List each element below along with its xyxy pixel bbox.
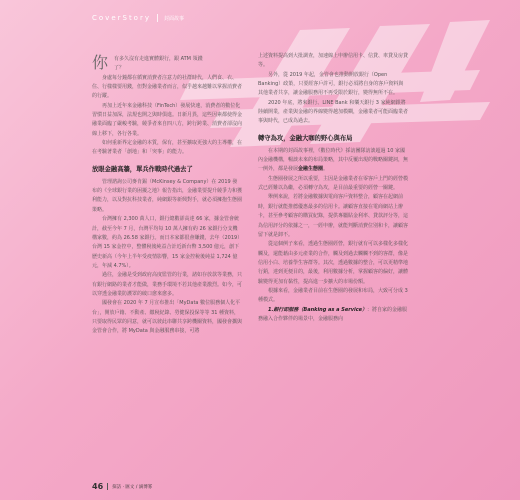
paragraph: 2020 年底，將來銀行、LINE Bank 和樂天銀行 3 家純網銀將陸續開業，產業與金融的界線變得越加模糊，金融業者可能面臨業者事與時代，已成為過去。: [258, 99, 409, 125]
section-heading: 轉守為攻，金融大咖的野心與布局: [258, 134, 353, 142]
intro-line-2: 了？: [114, 65, 125, 72]
paragraph: 再加上近年來金融科技（FinTech）發展快速，消費者的數位化習慣日益加深，法規也開之與時俱進。日新月異，這些因素都使得金融業面臨了嚴峻考驗，競爭者來自四八方，跨行跨業、消費者卻沒向線上移下，各行各業。: [92, 102, 243, 137]
page-footer: [92, 482, 152, 491]
magazine-name: 探訪 · 匯文 / 滴博寡: [112, 484, 153, 490]
paragraph: 另外，從 2019 年起，金管會也推動開放銀行（Open Banking）政策，只要經客戶許可，銀行必須將自身的客戶資料與其他業者共享，讓金融服務用不再受限於銀行，變得無所不在。: [258, 71, 404, 97]
paragraph: 舉例來說，若將金融數據與電商客戶資料整合，顧客在起網前時，銀行就能推薦優惠最多的信用卡。讓顧客直接在電商網站上辦卡，甚至參考顧客的購買紀錄，提供專屬貼金利率、貸款評分等，這為信用評分的依據之一，一經申辦，就能判斷消費位別和卡，讓顧客留下就是卸不。: [258, 194, 409, 238]
paragraph: 管理諮詢公司麥肯錫（McKinsey & Company）在 2019 發布的《全球銀行業的困擾之地》報告指出，金融業要提升競爭力和獲利能力，以及對抗科技業者，純網銀等新興對手，就必須擁抱生態圈策略。: [92, 178, 243, 213]
paragraph: 從這個例子來看，透過生態圈經營，銀行就有可以多樣化多樣化觸及，還能藉由多元產業的合作，觸及到過去觸觸不到的客群，像是信用小白、培養學生客群等。其次，透過數據的整合，可以更精準地行銷，達到更便目的，最後，利用數據分析，掌握顧客的偏好，讓體驗變得更加有黏性，提高進一步擴大的市場份額。: [258, 241, 409, 285]
paragraph: 國發會在 2020 年 7 月宣布推出「MyData 數位服務個人化平台」，開放戶籍、不動產、繳稅紀錄、勞健保投保等等 31 種資料，只要取得民眾的同意，就可以彼此串聯共享跨機關資料，國發會攜與金管會合作，將 MyData 與金融服務串接，可將: [92, 300, 243, 335]
article-right-column: [258, 52, 408, 324]
paragraph: 台灣擁有 2,300 萬人口，銀行總數卻高達 66 家，據金管會統計，截至今年 7 月，台灣平均每 10 萬人擁有約 26 家銀行分支機構家數，約為 26.58 家銀行。而日本家都很會賺錢，去年（2019）台灣 15 家金控中，整體稅後純益合計近新台幣 3,500 億元，創下歷史新高（今年上半年受疫情影響，15 家金控稅後純益 1,724 億元，年減 4.7%）。: [92, 216, 240, 269]
intro-line-1: 有多久沒有走進實體銀行，跟 ATM 領錢: [114, 56, 203, 62]
list-item: 1.銀行即服務（Banking as a Service）：將自家的金融服務融入合作夥伴的場景中，金融服務向: [258, 306, 408, 322]
section-heading: 放眼金融高牆，單兵作戰時代過去了: [92, 165, 193, 173]
paragraph: 身處每分鐘都在循實消費者注意力的社群時代，人們食、衣、住、行樣樣要用錢，但對金融業者而言，似乎越來越難以掌握消費者的行蹤。: [92, 74, 243, 100]
article-intro: [92, 55, 242, 74]
paragraph: 生態圈發展之所以重要，主因是金融業者在零客戶上門的經營模式已經難以為繼，必須轉守為攻，是目前最重要的經營一關鍵。: [258, 175, 409, 192]
page-number: 46: [92, 482, 104, 491]
paragraph: 在本期的封面故事裡，《數位時代》採訪團隊訪談超過 10 家國內金融機構，暢談未來的布局策略，其中反覆出現的戰略關鍵詞，無一例外，都是發展金融生態圈。: [258, 147, 409, 173]
paragraph: 如何重新界定金融的本質，保有，甚至擴取更強大的主導權，在在考驗著業者「創地」和「突事」的能力。: [92, 140, 243, 156]
section-series-label: CoverStory: [92, 14, 151, 22]
drop-cap: 你: [92, 53, 109, 72]
paragraph: 上述資料提高到大批調查，加速線上申辦信用卡、信貸、車貸及房貸等。: [258, 53, 409, 69]
footer-divider: [107, 483, 108, 490]
paragraph: 過往，金融是受到政府高度監管的行業，諸如存放款等業務，只有銀行網路的業者才能做，業務手環境不若其他產業激烈。如今，可以穿透金融業防護罩的破口愈來愈多。: [92, 272, 243, 297]
emphasis-term: 金融生態圈: [298, 166, 324, 173]
page-header: [92, 14, 184, 22]
article-left-column: [92, 55, 242, 337]
paragraph: 根據來看，金融業者目前在生態圈的發展和布局，大致可分成 3 種模式。: [258, 287, 408, 304]
header-divider: [157, 14, 158, 22]
section-topic-label: 封面故事: [164, 15, 185, 22]
